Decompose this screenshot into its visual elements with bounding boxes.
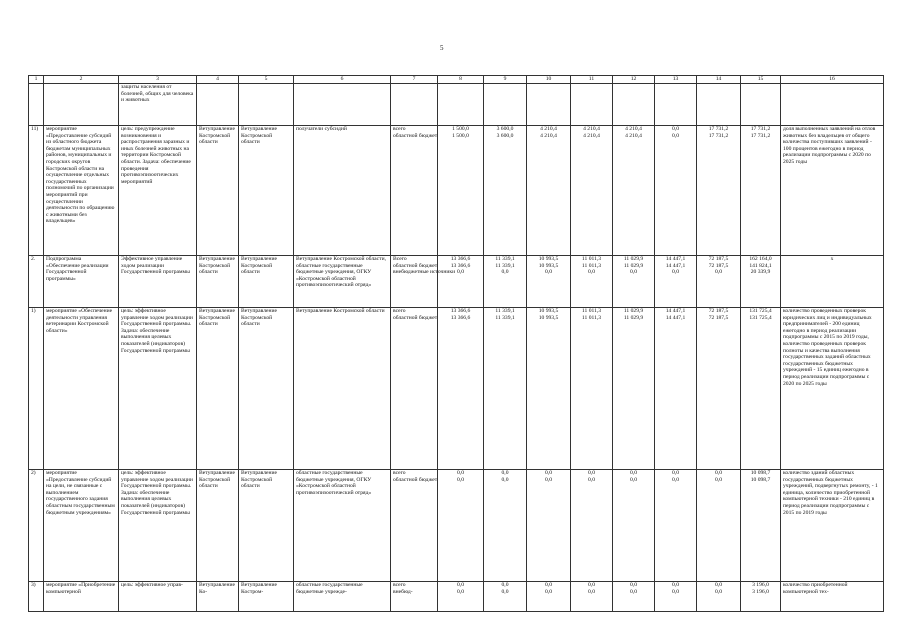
cell-line: 0,0: [672, 582, 679, 588]
goal-cell: защиты населения от болезней, общих для человека и животных: [119, 84, 197, 126]
cell-line: 3 196,0: [752, 588, 769, 595]
row-measure-1: [29, 308, 884, 470]
amount-cell: [438, 582, 484, 612]
cell-line: 11 011,3: [581, 308, 602, 314]
cell-line: 13 366,6: [450, 256, 471, 262]
goal-cell: цель: эффективное управление ходом реализации Государственной программы. Задача: обеспечение выполнения целевых показателей (индикаторов) Государственной программы: [119, 308, 197, 470]
cell-line: 0,0: [457, 582, 464, 588]
measure-name-cell: мероприятие «Приобретение компьютерной: [44, 582, 119, 612]
amount-cell: [655, 582, 697, 612]
row-subprogram-2: [29, 256, 884, 308]
column-header: 11: [571, 76, 613, 84]
participants-cell: Ветуправление Костромской области, областные государственные бюджетные учреждения, ОГКУ «Костромской областной противоэпизоотический отряд»: [294, 256, 391, 308]
row-measure-3: [29, 582, 884, 612]
funding-source-cell: [391, 308, 438, 470]
cell-line: 14 447,1: [665, 262, 686, 269]
participants-cell: Ветуправление Костромской области: [294, 308, 391, 470]
cell-line: 131 725,4: [749, 308, 772, 314]
responsible-executor-cell: [197, 84, 239, 126]
amount-cell: [438, 256, 484, 308]
amount-cell: [741, 470, 781, 582]
responsible-executor-cell: Ветуправление Костромской области: [197, 470, 239, 582]
amount-cell: [438, 308, 484, 470]
responsible-executor-cell: Ветуправление Ко-: [197, 582, 239, 612]
amount-cell: [655, 256, 697, 308]
cell-line: 4 210,4: [583, 126, 600, 132]
amount-cell: [438, 126, 484, 256]
amount-cell: [571, 256, 613, 308]
cell-line: 3 600,0: [496, 132, 514, 139]
cell-line: 4 210,4: [583, 132, 600, 139]
amount-cell: [741, 256, 781, 308]
cell-line: 1 500,0: [452, 132, 469, 139]
cell-line: 4 210,4: [540, 126, 557, 132]
responsible-executor-cell: Ветуправление Костромской области: [197, 308, 239, 470]
cell-line: 17 731,2: [750, 126, 771, 132]
cell-line: 72 187,5: [708, 308, 729, 314]
cell-line: 0,0: [588, 269, 595, 276]
amount-cell: [697, 256, 741, 308]
cell-line: 10 993,5: [538, 314, 559, 321]
row-measure-2: [29, 470, 884, 582]
row-number-cell: 2.: [29, 256, 44, 308]
cell-line: областной бюджет: [393, 132, 438, 139]
column-header: 1: [29, 76, 44, 84]
cell-line: 11 339,1: [495, 308, 515, 314]
cell-line: 0,0: [501, 582, 509, 588]
measure-name-cell: мероприятие «Предоставление субсидий на цели, не связанные с выполнением государственного задания областным государственным бюджетным учреждениям»: [44, 470, 119, 582]
cell-line: 0,0: [457, 269, 464, 276]
cell-line: 0,0: [588, 588, 595, 595]
amount-cell: [527, 126, 571, 256]
row-number-cell: 3): [29, 582, 44, 612]
cell-line: областной бюджет: [393, 476, 438, 483]
cell-line: 72 187,5: [708, 262, 729, 269]
amount-cell: [697, 582, 741, 612]
funding-source-cell: [391, 470, 438, 582]
cell-line: 0,0: [630, 582, 637, 588]
row-number-cell: 1): [29, 308, 44, 470]
cell-line: 20 339,9: [750, 269, 771, 276]
measure-name-cell: Подпрограмма «Обеспечение реализации Государственной программы»: [44, 256, 119, 308]
column-header: 13: [655, 76, 697, 84]
co-executor-cell: Ветуправление Костромской области: [239, 126, 294, 256]
cell-line: 3 196,0: [752, 582, 769, 588]
row-continuation: [29, 84, 884, 126]
cell-line: Всего: [393, 256, 407, 262]
cell-line: 0,0: [715, 588, 722, 595]
column-header: 16: [781, 76, 884, 84]
cell-line: 14 447,1: [665, 314, 686, 321]
amount-cell: [571, 308, 613, 470]
funding-source-cell: [391, 84, 438, 126]
cell-line: 11 339,1: [495, 256, 515, 262]
column-header: 9: [484, 76, 527, 84]
cell-line: всего: [393, 470, 406, 476]
cell-line: всего: [393, 126, 406, 132]
amount-cell: [527, 84, 571, 126]
cell-line: 0,0: [672, 476, 679, 483]
amount-cell: [484, 126, 527, 256]
cell-line: 11 029,9: [623, 308, 644, 314]
cell-line: 4 210,4: [540, 132, 557, 139]
cell-line: 0,0: [588, 476, 595, 483]
column-header: 2: [44, 76, 119, 84]
participants-cell: областные государственные бюджетные учрежде-: [294, 582, 391, 612]
cell-line: 11 339,1: [495, 314, 515, 321]
cell-line: внебюджетные источники: [393, 269, 456, 276]
cell-line: 0,0: [672, 126, 679, 132]
indicator-cell: количество проведенных проверок юридических лиц и индивидуальных предпринимателей - 200 единиц ежегодно в период реализации подпрограммы с 2015 по 2019 годы, количество проведенных проверок полноты и качества выполнения государственных заданий областных государственных бюджетных учреждений - 15 единиц ежегодно в период реализации подпрограммы с 2020 по 2025 годы: [781, 308, 884, 470]
co-executor-cell: Ветуправление Костромской области: [239, 470, 294, 582]
cell-line: 0,0: [672, 269, 679, 276]
amount-cell: [613, 470, 655, 582]
indicator-cell: количество зданий областных государственных бюджетных учреждений, подвергнутых ремонту, - 1 единица, количество приобретенной компьютерной техники - 210 единиц в период реализации подпрограммы с 2015 по 2019 годы: [781, 470, 884, 582]
amount-cell: [484, 582, 527, 612]
indicator-cell: количество приобретенной компьютерной тех-: [781, 582, 884, 612]
measure-name-cell: мероприятие «Предоставление субсидий из областного бюджета бюджетам муниципальных районов, муниципальных и городских округов Костромской области на осуществление отдельных государственных полномочий по организации мероприятий при осуществлении деятельности по обращению с животными без владельцев»: [44, 126, 119, 256]
cell-line: 14 447,1: [665, 308, 686, 314]
amount-cell: [613, 308, 655, 470]
co-executor-cell: Ветуправление Костромской области: [239, 308, 294, 470]
participants-cell: областные государственные бюджетные учреждения, ОГКУ «Костромской областной противоэпизоотический отряд»: [294, 470, 391, 582]
amount-cell: [484, 256, 527, 308]
cell-line: 0,0: [501, 588, 509, 595]
cell-line: областной бюджет: [393, 262, 438, 269]
column-header: 6: [294, 76, 391, 84]
amount-cell: [527, 308, 571, 470]
page-number: 5: [440, 44, 444, 52]
cell-line: 0,0: [545, 470, 552, 476]
cell-line: 72 187,5: [708, 314, 729, 321]
cell-line: 10 098,7: [750, 470, 771, 476]
cell-line: 72 187,5: [708, 256, 729, 262]
amount-cell: [527, 470, 571, 582]
co-executor-cell: [239, 84, 294, 126]
cell-line: 141 824,1: [749, 262, 772, 269]
amount-cell: [741, 582, 781, 612]
amount-cell: [655, 308, 697, 470]
amount-cell: [697, 84, 741, 126]
amount-cell: [527, 582, 571, 612]
amount-cell: [484, 308, 527, 470]
goal-cell: Эффективное управление ходом реализации Государственной программы: [119, 256, 197, 308]
cell-line: 13 366,6: [450, 308, 471, 314]
amount-cell: [741, 84, 781, 126]
cell-line: областной бюджет: [393, 314, 438, 321]
cell-line: 0,0: [501, 269, 509, 276]
amount-cell: [655, 126, 697, 256]
funding-source-cell: [391, 256, 456, 308]
indicator-cell: х: [781, 256, 884, 308]
cell-line: 4 210,4: [625, 132, 642, 139]
cell-line: 0,0: [545, 588, 552, 595]
cell-line: всего: [393, 308, 406, 314]
cell-line: 10 993,5: [538, 262, 559, 269]
cell-line: 0,0: [457, 470, 464, 476]
amount-cell: [527, 256, 571, 308]
row-number-cell: 2): [29, 470, 44, 582]
cell-line: 4 210,4: [625, 126, 642, 132]
goal-cell: цель: предупреждение возникновения и распространения заразных и иных болезней животных на территории Костромской области. Задача: обеспечение проведения противоэпизоотических мероприятий: [119, 126, 197, 256]
cell-line: 0,0: [501, 470, 509, 476]
cell-line: 1 500,0: [452, 126, 469, 132]
amount-cell: [613, 126, 655, 256]
cell-line: 14 447,1: [665, 256, 686, 262]
column-header: 5: [239, 76, 294, 84]
amount-cell: [741, 126, 781, 256]
cell-line: 11 029,9: [623, 314, 644, 321]
indicator-cell: доля выполненных заявлений на отлов животных без владельцев от общего количества поступивших заявлений - 100 процентов ежегодно в период реализации подпрограммы с 2020 по 2025 годы: [781, 126, 884, 256]
responsible-executor-cell: Ветуправление Костромской области: [197, 126, 239, 256]
cell-line: 17 731,2: [750, 132, 771, 139]
cell-line: 0,0: [715, 582, 722, 588]
amount-cell: [655, 470, 697, 582]
program-table: [28, 75, 884, 612]
cell-line: 0,0: [715, 470, 722, 476]
cell-line: 0,0: [672, 588, 679, 595]
column-header: 4: [197, 76, 239, 84]
co-executor-cell: Ветуправление Костром-: [239, 582, 294, 612]
cell-line: 11 029,9: [623, 256, 644, 262]
funding-source-cell: [391, 582, 438, 612]
amount-cell: [571, 582, 613, 612]
cell-line: 0,0: [457, 476, 464, 483]
amount-cell: [741, 308, 781, 470]
cell-line: 0,0: [715, 269, 722, 276]
goal-cell: цель: эффективное управление ходом реализации Государственной программы. Задача: обеспечение выполнения целевых показателей (индикаторов) Государственной программы: [119, 470, 197, 582]
cell-line: 0,0: [630, 588, 637, 595]
amount-cell: [613, 84, 655, 126]
amount-cell: [613, 256, 655, 308]
cell-line: 0,0: [715, 476, 722, 483]
column-header: 8: [438, 76, 484, 84]
cell-line: 0,0: [545, 476, 552, 483]
column-number-row: [29, 76, 884, 84]
cell-line: 11 339,1: [495, 262, 515, 269]
cell-line: 0,0: [457, 588, 464, 595]
cell-line: всего: [393, 582, 406, 588]
cell-line: 11 011,3: [581, 256, 602, 262]
amount-cell: [438, 470, 484, 582]
cell-line: 11 011,3: [581, 262, 602, 269]
column-header: 3: [119, 76, 197, 84]
cell-line: 0,0: [630, 269, 637, 276]
cell-line: 10 993,5: [538, 308, 559, 314]
cell-line: 3 600,0: [496, 126, 514, 132]
amount-cell: [571, 84, 613, 126]
column-header: 7: [391, 76, 438, 84]
amount-cell: [697, 126, 741, 256]
funding-source-cell: [391, 126, 438, 256]
cell-line: 0,0: [672, 470, 679, 476]
cell-line: 11 029,9: [623, 262, 644, 269]
cell-line: 0,0: [672, 132, 679, 139]
column-header: 15: [741, 76, 781, 84]
row-number-cell: [29, 84, 44, 126]
participants-cell: получатели субсидий: [294, 126, 391, 256]
cell-line: 0,0: [630, 470, 637, 476]
goal-cell: цель: эффективное управ-: [119, 582, 197, 612]
amount-cell: [697, 308, 741, 470]
amount-cell: [697, 470, 741, 582]
cell-line: 0,0: [588, 582, 595, 588]
responsible-executor-cell: Ветуправление Костромской области: [197, 256, 239, 308]
measure-name-cell: мероприятие «Обеспечение деятельности управления ветеринарии Костромской области»: [44, 308, 119, 470]
cell-line: 131 725,4: [749, 314, 772, 321]
cell-line: 162 164,0: [749, 256, 772, 262]
cell-line: 10 098,7: [750, 476, 771, 483]
cell-line: 13 366,6: [450, 262, 471, 269]
cell-line: 13 366,6: [450, 314, 471, 321]
cell-line: 10 993,5: [538, 256, 559, 262]
cell-line: 0,0: [545, 582, 552, 588]
amount-cell: [484, 470, 527, 582]
cell-line: внебюд-: [393, 588, 413, 595]
cell-line: 0,0: [501, 476, 509, 483]
row-measure-11: [29, 126, 884, 256]
amount-cell: [571, 470, 613, 582]
cell-line: 17 731,2: [708, 132, 729, 139]
amount-cell: [484, 84, 527, 126]
cell-line: 0,0: [630, 476, 637, 483]
column-header: 12: [613, 76, 655, 84]
amount-cell: [613, 582, 655, 612]
participants-cell: [294, 84, 391, 126]
cell-line: 0,0: [588, 470, 595, 476]
co-executor-cell: Ветуправление Костромской области: [239, 256, 294, 308]
amount-cell: [655, 84, 697, 126]
indicator-cell: [781, 84, 884, 126]
row-number-cell: 11): [29, 126, 44, 256]
cell-line: 17 731,2: [708, 126, 729, 132]
cell-line: 0,0: [545, 269, 552, 276]
measure-name-cell: [44, 84, 119, 126]
column-header: 10: [527, 76, 571, 84]
amount-cell: [438, 84, 484, 126]
column-header: 14: [697, 76, 741, 84]
amount-cell: [571, 126, 613, 256]
cell-line: 11 011,3: [581, 314, 602, 321]
